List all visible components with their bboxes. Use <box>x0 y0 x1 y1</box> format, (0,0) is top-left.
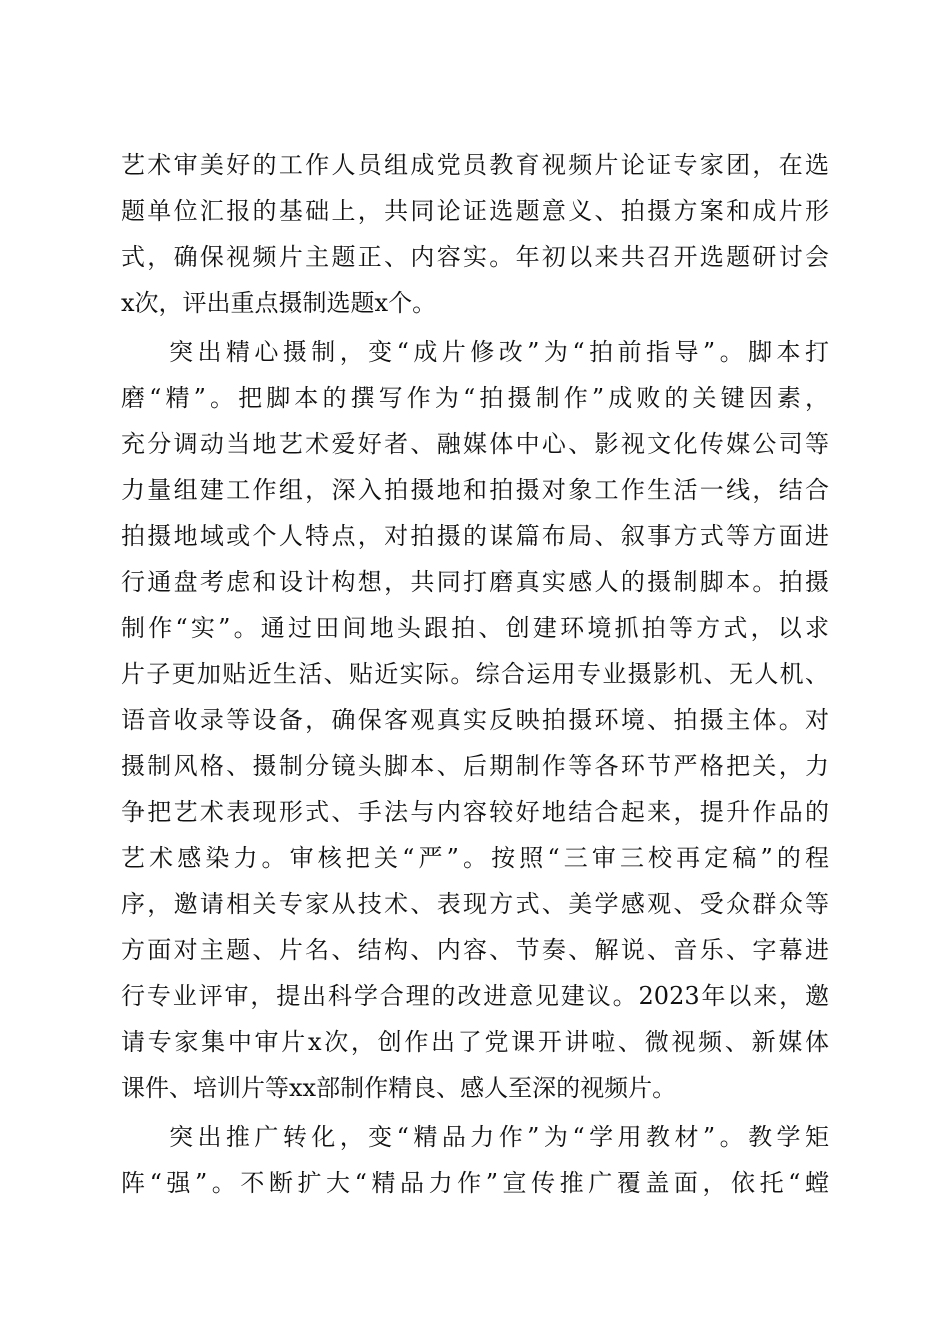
text-line: x次，评出重点摄制选题x个。 <box>121 289 437 317</box>
text-line: 序，邀请相关专家从技术、表现方式、美学感观、受众群众等 <box>121 890 829 918</box>
text-line: 语音收录等设备，确保客观真实反映拍摄环境、拍摄主体。对 <box>121 706 829 734</box>
paragraph-1 <box>121 142 829 326</box>
text-line: 方面对主题、片名、结构、内容、节奏、解说、音乐、字幕进 <box>121 936 829 964</box>
text-line: 片子更加贴近生活、贴近实际。综合运用专业摄影机、无人机、 <box>121 660 829 688</box>
text-line: 行专业评审，提出科学合理的改进意见建议。2023年以来，邀 <box>121 982 829 1010</box>
text-line: 课件、培训片等xx部制作精良、感人至深的视频片。 <box>121 1074 677 1102</box>
text-line: 争把艺术表现形式、手法与内容较好地结合起来，提升作品的 <box>121 798 829 826</box>
text-line: 磨“精”。把脚本的撰写作为“拍摄制作”成败的关键因素， <box>121 384 829 412</box>
text-line: 艺术审美好的工作人员组成党员教育视频片论证专家团，在选 <box>121 151 829 179</box>
text-line: 力量组建工作组，深入拍摄地和拍摄对象工作生活一线，结合 <box>121 476 829 504</box>
paragraph-3 <box>121 1114 829 1206</box>
text-line: 突出推广转化，变“精品力作”为“学用教材”。教学矩 <box>169 1123 829 1151</box>
text-line: 拍摄地域或个人特点，对拍摄的谋篇布局、叙事方式等方面进 <box>121 522 829 550</box>
text-line: 阵“强”。不断扩大“精品力作”宣传推广覆盖面，依托“螳 <box>121 1169 829 1197</box>
text-line: 式，确保视频片主题正、内容实。年初以来共召开选题研讨会 <box>121 243 829 271</box>
document-body <box>121 142 829 1206</box>
paragraph-2 <box>121 329 829 1111</box>
text-line: 请专家集中审片x次，创作出了党课开讲啦、微视频、新媒体 <box>121 1028 829 1056</box>
text-line: 突出精心摄制，变“成片修改”为“拍前指导”。脚本打 <box>169 338 829 366</box>
text-line: 制作“实”。通过田间地头跟拍、创建环境抓拍等方式，以求 <box>121 614 829 642</box>
text-line: 题单位汇报的基础上，共同论证选题意义、拍摄方案和成片形 <box>121 197 829 225</box>
text-line: 充分调动当地艺术爱好者、融媒体中心、影视文化传媒公司等 <box>121 430 829 458</box>
text-line: 艺术感染力。审核把关“严”。按照“三审三校再定稿”的程 <box>121 844 829 872</box>
text-line: 行通盘考虑和设计构想，共同打磨真实感人的摄制脚本。拍摄 <box>121 568 829 596</box>
text-line: 摄制风格、摄制分镜头脚本、后期制作等各环节严格把关，力 <box>121 752 829 780</box>
